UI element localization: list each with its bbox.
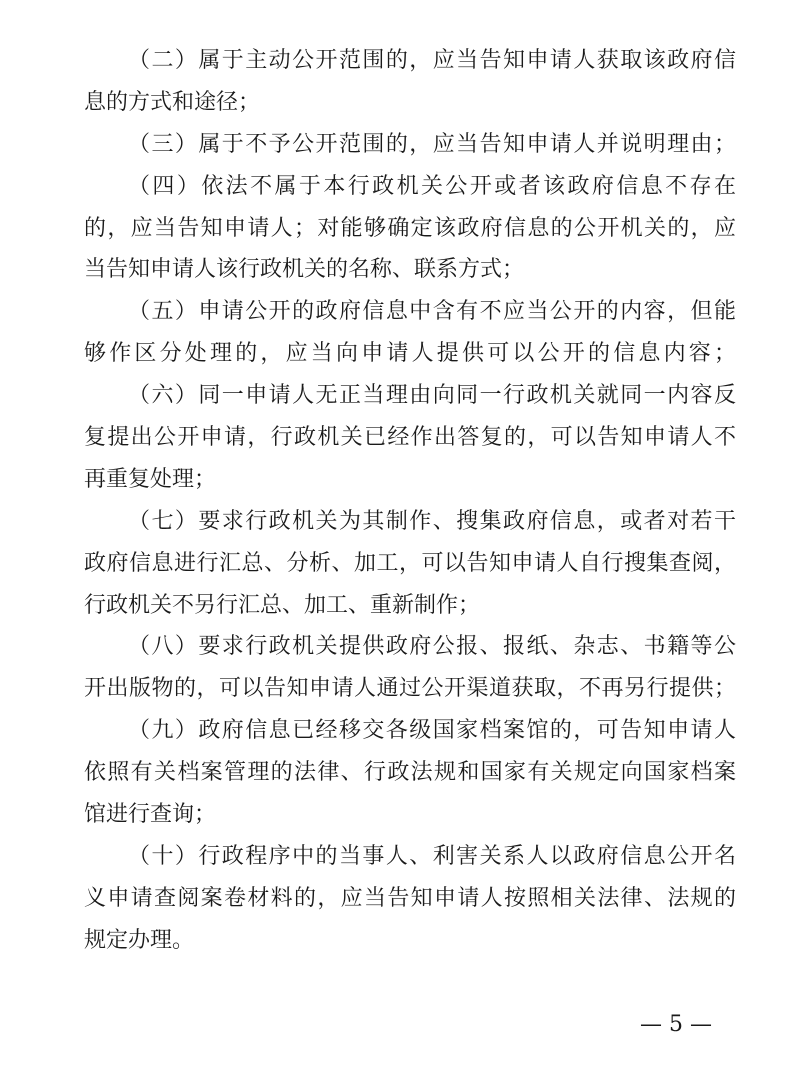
text-line: （七）要求行政机关为其制作、搜集政府信息，或者对若干 [128, 508, 736, 534]
text-line: 当告知申请人该行政机关的名称、联系方式； [84, 257, 525, 283]
text-line: （十）行政程序中的当事人、利害关系人以政府信息公开名 [128, 843, 736, 869]
text-line: 行政机关不另行汇总、加工、重新制作； [84, 592, 481, 618]
text-line: 够作区分处理的，应当向申请人提供可以公开的信息内容； [84, 341, 736, 367]
text-line: 开出版物的，可以告知申请人通过公开渠道获取，不再另行提供； [84, 676, 736, 702]
document-body [84, 40, 736, 962]
text-line: 义申请查阅案卷材料的，应当告知申请人按照相关法律、法规的 [84, 885, 736, 911]
text-line: （六）同一申请人无正当理由向同一行政机关就同一内容反 [128, 383, 736, 409]
text-line: 息的方式和途径； [84, 89, 261, 115]
text-line: （四）依法不属于本行政机关公开或者该政府信息不存在 [128, 173, 736, 199]
text-line: （九）政府信息已经移交各级国家档案馆的，可告知申请人 [128, 718, 736, 744]
text-line: 馆进行查询； [84, 802, 217, 828]
text-line: （二）属于主动公开范围的，应当告知申请人获取该政府信 [128, 48, 736, 73]
text-line: （五）申请公开的政府信息中含有不应当公开的内容，但能 [128, 299, 736, 325]
page-number: — 5 — [640, 1012, 712, 1037]
text-line: （三）属于不予公开范围的，应当告知申请人并说明理由； [128, 131, 736, 157]
text-line: 再重复处理； [84, 466, 217, 492]
text-line: （八）要求行政机关提供政府公报、报纸、杂志、书籍等公 [128, 634, 736, 660]
text-line: 复提出公开申请，行政机关已经作出答复的，可以告知申请人不 [84, 425, 736, 451]
text-line: 规定办理。 [84, 927, 195, 953]
text-line: 政府信息进行汇总、分析、加工，可以告知申请人自行搜集查阅， [84, 550, 736, 576]
text-line: 依照有关档案管理的法律、行政法规和国家有关规定向国家档案 [84, 760, 736, 786]
text-line: 的，应当告知申请人；对能够确定该政府信息的公开机关的，应 [84, 215, 736, 241]
